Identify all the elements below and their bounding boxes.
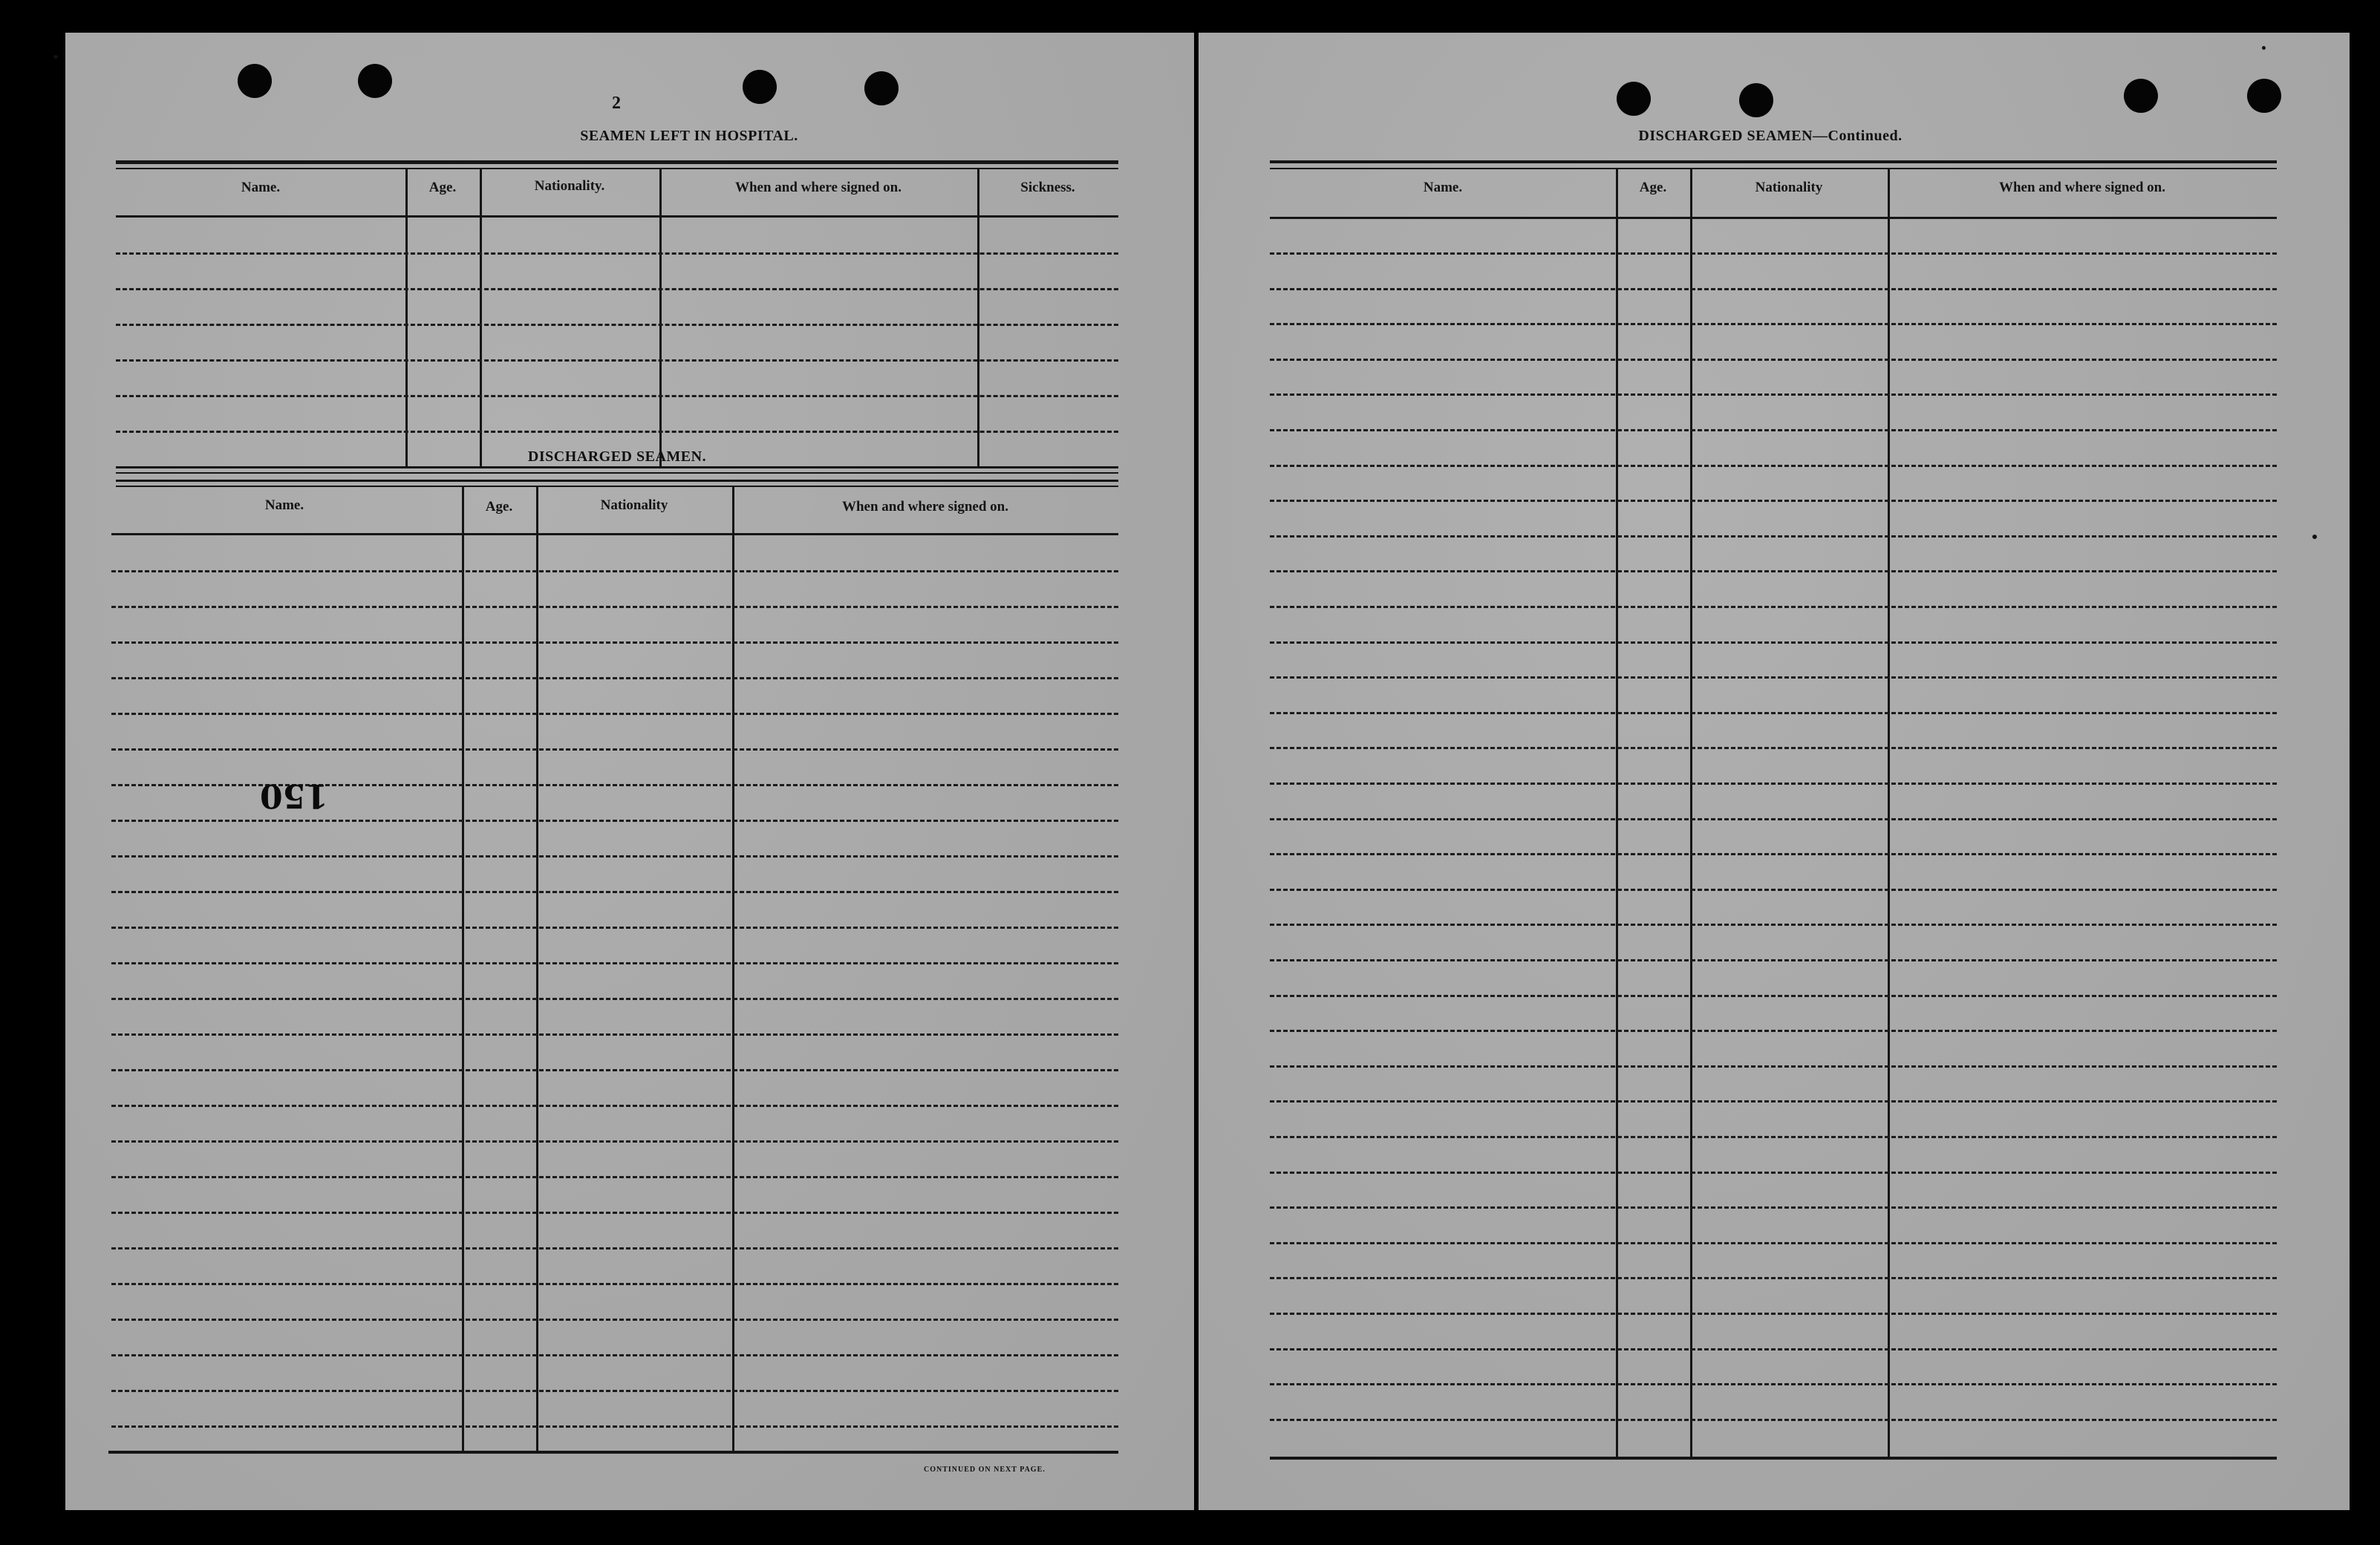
- column-divider: [1690, 169, 1692, 1457]
- hospital-col-name: Name.: [241, 180, 281, 195]
- entry-row-line: [1270, 393, 2277, 396]
- discharged-col-signed-on: When and where signed on.: [841, 499, 1008, 515]
- entry-row-line: [1270, 500, 2277, 502]
- entry-row-line: [1270, 1419, 2277, 1421]
- gutter: [1194, 0, 1199, 1545]
- table-top-rule: [1270, 168, 2277, 169]
- entry-row-line: [111, 1069, 1118, 1071]
- continued-col-signed-on: When and where signed on.: [1998, 180, 2165, 195]
- entry-row-line: [111, 641, 1118, 644]
- entry-row-line: [1270, 641, 2277, 644]
- page-number: 2: [612, 94, 621, 113]
- continued-footer: CONTINUED ON NEXT PAGE.: [924, 1466, 1046, 1474]
- discharged-col-name: Name.: [264, 497, 304, 513]
- entry-row-line: [1270, 1065, 2277, 1068]
- entry-row-line: [1270, 853, 2277, 855]
- punch-hole: [743, 70, 777, 104]
- entry-row-line: [1270, 924, 2277, 926]
- entry-row-line: [1270, 995, 2277, 997]
- entry-row-line: [1270, 1313, 2277, 1315]
- entry-row-line: [111, 713, 1118, 715]
- entry-row-line: [1270, 1383, 2277, 1385]
- table-top-rule: [116, 480, 1118, 482]
- hospital-col-age: Age.: [428, 180, 457, 195]
- table-bottom-rule: [108, 1451, 1118, 1454]
- entry-row-line: [111, 962, 1118, 964]
- right-page: [1199, 33, 2350, 1510]
- entry-row-line: [1270, 252, 2277, 255]
- punch-hole: [1617, 82, 1651, 116]
- hospital-col-nationality: Nationality.: [534, 178, 605, 194]
- table-top-rule: [116, 168, 1118, 169]
- stamped-number: 150: [260, 777, 328, 814]
- entry-row-line: [1270, 818, 2277, 820]
- speck: [53, 55, 58, 59]
- entry-row-line: [116, 359, 1118, 362]
- discharged-continued-title: DISCHARGED SEAMEN—Continued.: [1638, 128, 1903, 144]
- table-bottom-rule: [116, 466, 1118, 468]
- column-divider: [732, 487, 734, 1452]
- table-top-rule: [116, 486, 1118, 487]
- entry-row-line: [1270, 570, 2277, 572]
- column-divider: [1616, 169, 1618, 1457]
- entry-row-line: [1270, 465, 2277, 467]
- entry-row-line: [111, 1140, 1118, 1143]
- entry-row-line: [1270, 606, 2277, 608]
- column-divider: [536, 487, 538, 1452]
- entry-row-line: [1270, 959, 2277, 961]
- column-divider: [462, 487, 464, 1452]
- continued-col-name: Name.: [1423, 180, 1463, 195]
- entry-row-line: [1270, 323, 2277, 325]
- entry-row-line: [111, 1033, 1118, 1036]
- column-divider: [977, 169, 979, 466]
- continued-col-nationality: Nationality: [1755, 180, 1823, 195]
- entry-row-line: [1270, 1206, 2277, 1209]
- entry-row-line: [1270, 676, 2277, 679]
- entry-row-line: [111, 891, 1118, 893]
- column-divider: [1888, 169, 1890, 1457]
- entry-row-line: [1270, 783, 2277, 785]
- entry-row-line: [116, 324, 1118, 326]
- entry-row-line: [111, 855, 1118, 858]
- punch-hole: [864, 71, 899, 105]
- entry-row-line: [111, 820, 1118, 822]
- entry-row-line: [111, 1319, 1118, 1321]
- entry-row-line: [1270, 1242, 2277, 1244]
- entry-row-line: [1270, 1277, 2277, 1279]
- speck: [2262, 46, 2266, 50]
- entry-row-line: [1270, 747, 2277, 749]
- header-underline: [1270, 217, 2277, 219]
- entry-row-line: [116, 288, 1118, 290]
- discharged-section-title: DISCHARGED SEAMEN.: [527, 448, 707, 465]
- entry-row-line: [116, 252, 1118, 255]
- entry-row-line: [1270, 1030, 2277, 1032]
- continued-col-age: Age.: [1639, 180, 1667, 195]
- entry-row-line: [111, 570, 1118, 572]
- entry-row-line: [111, 998, 1118, 1000]
- table-top-rule: [1270, 160, 2277, 163]
- entry-row-line: [111, 748, 1118, 751]
- table-bottom-rule: [116, 472, 1118, 474]
- discharged-col-nationality: Nationality: [600, 497, 668, 513]
- left-page: [65, 33, 1194, 1510]
- punch-hole: [1739, 83, 1773, 117]
- entry-row-line: [111, 1425, 1118, 1428]
- header-underline: [116, 215, 1118, 218]
- entry-row-line: [111, 1283, 1118, 1285]
- entry-row-line: [111, 677, 1118, 679]
- column-divider: [659, 169, 662, 466]
- punch-hole: [2124, 79, 2158, 113]
- entry-row-line: [1270, 1100, 2277, 1103]
- punch-hole: [358, 64, 392, 98]
- discharged-col-age: Age.: [485, 499, 513, 515]
- entry-row-line: [1270, 429, 2277, 431]
- entry-row-line: [1270, 1172, 2277, 1174]
- entry-row-line: [1270, 1348, 2277, 1350]
- header-underline: [111, 533, 1118, 535]
- column-divider: [405, 169, 408, 466]
- entry-row-line: [1270, 889, 2277, 891]
- entry-row-line: [1270, 288, 2277, 290]
- entry-row-line: [111, 1247, 1118, 1250]
- entry-row-line: [111, 1354, 1118, 1356]
- entry-row-line: [111, 1212, 1118, 1214]
- table-top-rule: [116, 160, 1118, 164]
- entry-row-line: [111, 1105, 1118, 1107]
- punch-hole: [2247, 79, 2281, 113]
- entry-row-line: [111, 606, 1118, 608]
- entry-row-line: [1270, 1136, 2277, 1138]
- entry-row-line: [111, 1176, 1118, 1178]
- table-bottom-rule: [1270, 1457, 2277, 1460]
- entry-row-line: [116, 395, 1118, 397]
- entry-row-line: [111, 1390, 1118, 1392]
- hospital-col-sickness: Sickness.: [1020, 180, 1075, 195]
- hospital-section-title: SEAMEN LEFT IN HOSPITAL.: [580, 128, 798, 144]
- punch-hole: [238, 64, 272, 98]
- entry-row-line: [111, 927, 1118, 929]
- hospital-col-signed-on: When and where signed on.: [734, 180, 902, 195]
- entry-row-line: [116, 431, 1118, 433]
- entry-row-line: [1270, 359, 2277, 361]
- entry-row-line: [1270, 535, 2277, 538]
- entry-row-line: [1270, 712, 2277, 714]
- column-divider: [480, 169, 482, 466]
- speck: [2312, 535, 2317, 539]
